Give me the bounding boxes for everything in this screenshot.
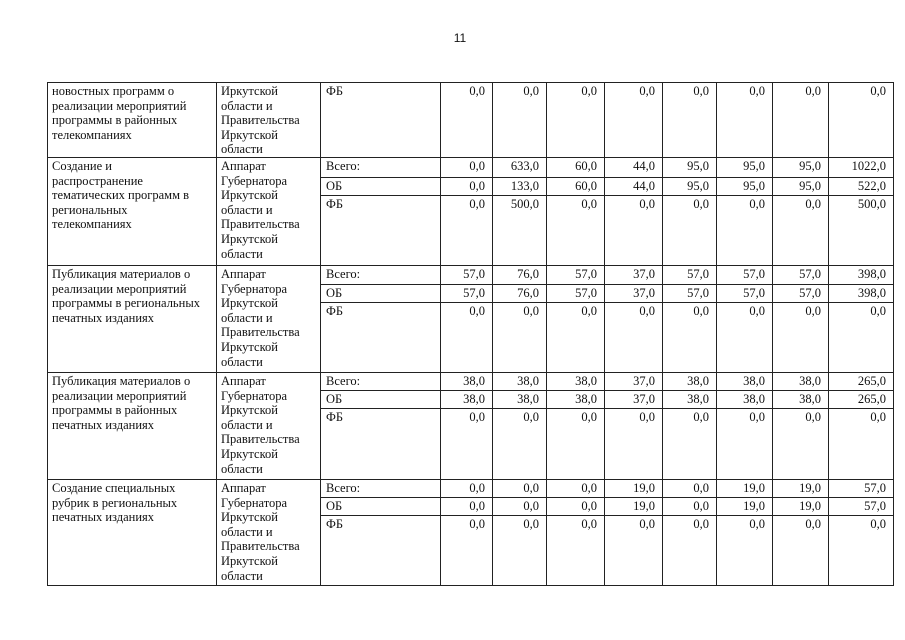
value-cell: 37,0 <box>605 285 663 303</box>
total-value-cell: 500,0 <box>829 196 894 266</box>
value-cell: 57,0 <box>717 285 773 303</box>
total-value-cell: 398,0 <box>829 285 894 303</box>
total-value-cell: 522,0 <box>829 178 894 196</box>
value-cell: 500,0 <box>493 196 547 266</box>
activity-name-cell: Создание и распространение тематических программ в региональных телекомпаниях <box>48 158 217 266</box>
value-cell: 0,0 <box>605 516 663 586</box>
value-cell: 38,0 <box>773 391 829 409</box>
funding-source-cell: ФБ <box>321 196 441 266</box>
budget-table-body <box>48 83 894 586</box>
budget-table <box>47 82 894 586</box>
value-cell: 57,0 <box>441 266 493 285</box>
funding-source-cell: ФБ <box>321 83 441 158</box>
value-cell: 0,0 <box>717 516 773 586</box>
value-cell: 0,0 <box>547 196 605 266</box>
value-cell: 0,0 <box>441 83 493 158</box>
value-cell: 38,0 <box>547 373 605 391</box>
value-cell: 0,0 <box>663 409 717 480</box>
value-cell: 76,0 <box>493 285 547 303</box>
total-value-cell: 1022,0 <box>829 158 894 178</box>
total-value-cell: 398,0 <box>829 266 894 285</box>
executor-cell: Аппарат Губернатора Иркутской области и Правительства Иркутской области <box>217 480 321 586</box>
funding-source-cell: ОБ <box>321 391 441 409</box>
value-cell: 0,0 <box>663 498 717 516</box>
value-cell: 37,0 <box>605 266 663 285</box>
value-cell: 95,0 <box>773 158 829 178</box>
value-cell: 0,0 <box>547 409 605 480</box>
value-cell: 60,0 <box>547 158 605 178</box>
page-number: 11 <box>453 31 467 45</box>
value-cell: 95,0 <box>717 178 773 196</box>
total-value-cell: 57,0 <box>829 480 894 498</box>
value-cell: 0,0 <box>441 178 493 196</box>
total-value-cell: 0,0 <box>829 303 894 373</box>
activity-name-cell: Публикация материалов о реализации мероприятий программы в региональных печатных изданиях <box>48 266 217 373</box>
table-row <box>48 266 894 285</box>
activity-name-cell: Создание специальных рубрик в региональных печатных изданиях <box>48 480 217 586</box>
total-value-cell: 265,0 <box>829 373 894 391</box>
value-cell: 0,0 <box>493 480 547 498</box>
value-cell: 0,0 <box>441 480 493 498</box>
value-cell: 0,0 <box>717 303 773 373</box>
value-cell: 0,0 <box>605 409 663 480</box>
value-cell: 0,0 <box>441 158 493 178</box>
value-cell: 0,0 <box>663 480 717 498</box>
value-cell: 38,0 <box>493 391 547 409</box>
value-cell: 38,0 <box>493 373 547 391</box>
value-cell: 37,0 <box>605 391 663 409</box>
value-cell: 0,0 <box>547 480 605 498</box>
value-cell: 0,0 <box>663 516 717 586</box>
value-cell: 19,0 <box>717 498 773 516</box>
funding-source-cell: Всего: <box>321 373 441 391</box>
funding-source-cell: ФБ <box>321 516 441 586</box>
value-cell: 95,0 <box>663 178 717 196</box>
value-cell: 95,0 <box>663 158 717 178</box>
executor-cell: Аппарат Губернатора Иркутской области и Правительства Иркутской области <box>217 266 321 373</box>
value-cell: 60,0 <box>547 178 605 196</box>
funding-source-cell: ФБ <box>321 303 441 373</box>
value-cell: 0,0 <box>663 303 717 373</box>
total-value-cell: 0,0 <box>829 409 894 480</box>
value-cell: 0,0 <box>493 409 547 480</box>
value-cell: 633,0 <box>493 158 547 178</box>
value-cell: 0,0 <box>717 83 773 158</box>
value-cell: 57,0 <box>663 285 717 303</box>
activity-name-cell: новостных программ о реализации мероприятий программы в районных телекомпаниях <box>48 83 217 158</box>
value-cell: 57,0 <box>547 285 605 303</box>
value-cell: 19,0 <box>605 498 663 516</box>
value-cell: 0,0 <box>605 83 663 158</box>
total-value-cell: 57,0 <box>829 498 894 516</box>
value-cell: 38,0 <box>773 373 829 391</box>
value-cell: 0,0 <box>663 196 717 266</box>
value-cell: 57,0 <box>773 266 829 285</box>
value-cell: 0,0 <box>493 516 547 586</box>
value-cell: 0,0 <box>493 83 547 158</box>
value-cell: 0,0 <box>441 498 493 516</box>
value-cell: 19,0 <box>773 498 829 516</box>
value-cell: 0,0 <box>773 83 829 158</box>
funding-source-cell: ОБ <box>321 178 441 196</box>
value-cell: 95,0 <box>773 178 829 196</box>
value-cell: 0,0 <box>605 303 663 373</box>
funding-source-cell: ОБ <box>321 498 441 516</box>
value-cell: 0,0 <box>441 409 493 480</box>
value-cell: 38,0 <box>717 391 773 409</box>
value-cell: 38,0 <box>663 391 717 409</box>
value-cell: 38,0 <box>663 373 717 391</box>
value-cell: 95,0 <box>717 158 773 178</box>
value-cell: 44,0 <box>605 178 663 196</box>
value-cell: 38,0 <box>441 391 493 409</box>
value-cell: 0,0 <box>773 409 829 480</box>
value-cell: 38,0 <box>441 373 493 391</box>
funding-source-cell: Всего: <box>321 158 441 178</box>
value-cell: 38,0 <box>717 373 773 391</box>
funding-source-cell: Всего: <box>321 266 441 285</box>
executor-cell: Аппарат Губернатора Иркутской области и Правительства Иркутской области <box>217 373 321 480</box>
executor-cell: Аппарат Губернатора Иркутской области и Правительства Иркутской области <box>217 158 321 266</box>
total-value-cell: 265,0 <box>829 391 894 409</box>
funding-source-cell: ФБ <box>321 409 441 480</box>
value-cell: 0,0 <box>547 83 605 158</box>
value-cell: 0,0 <box>547 303 605 373</box>
funding-source-cell: Всего: <box>321 480 441 498</box>
total-value-cell: 0,0 <box>829 516 894 586</box>
value-cell: 0,0 <box>547 516 605 586</box>
activity-name-cell: Публикация материалов о реализации мероприятий программы в районных печатных изданиях <box>48 373 217 480</box>
table-row <box>48 158 894 178</box>
value-cell: 76,0 <box>493 266 547 285</box>
value-cell: 0,0 <box>493 303 547 373</box>
value-cell: 133,0 <box>493 178 547 196</box>
value-cell: 57,0 <box>717 266 773 285</box>
executor-cell: Иркутской области и Правительства Иркутской области <box>217 83 321 158</box>
value-cell: 0,0 <box>773 303 829 373</box>
value-cell: 19,0 <box>773 480 829 498</box>
value-cell: 0,0 <box>663 83 717 158</box>
value-cell: 57,0 <box>547 266 605 285</box>
value-cell: 57,0 <box>663 266 717 285</box>
value-cell: 0,0 <box>717 409 773 480</box>
value-cell: 0,0 <box>441 303 493 373</box>
value-cell: 0,0 <box>441 516 493 586</box>
table-row <box>48 480 894 498</box>
value-cell: 0,0 <box>441 196 493 266</box>
value-cell: 0,0 <box>493 498 547 516</box>
value-cell: 57,0 <box>773 285 829 303</box>
value-cell: 0,0 <box>605 196 663 266</box>
value-cell: 57,0 <box>441 285 493 303</box>
value-cell: 19,0 <box>717 480 773 498</box>
table-row <box>48 373 894 391</box>
value-cell: 19,0 <box>605 480 663 498</box>
value-cell: 38,0 <box>547 391 605 409</box>
value-cell: 0,0 <box>547 498 605 516</box>
total-value-cell: 0,0 <box>829 83 894 158</box>
value-cell: 44,0 <box>605 158 663 178</box>
value-cell: 0,0 <box>717 196 773 266</box>
value-cell: 0,0 <box>773 516 829 586</box>
table-row <box>48 83 894 158</box>
value-cell: 0,0 <box>773 196 829 266</box>
value-cell: 37,0 <box>605 373 663 391</box>
funding-source-cell: ОБ <box>321 285 441 303</box>
